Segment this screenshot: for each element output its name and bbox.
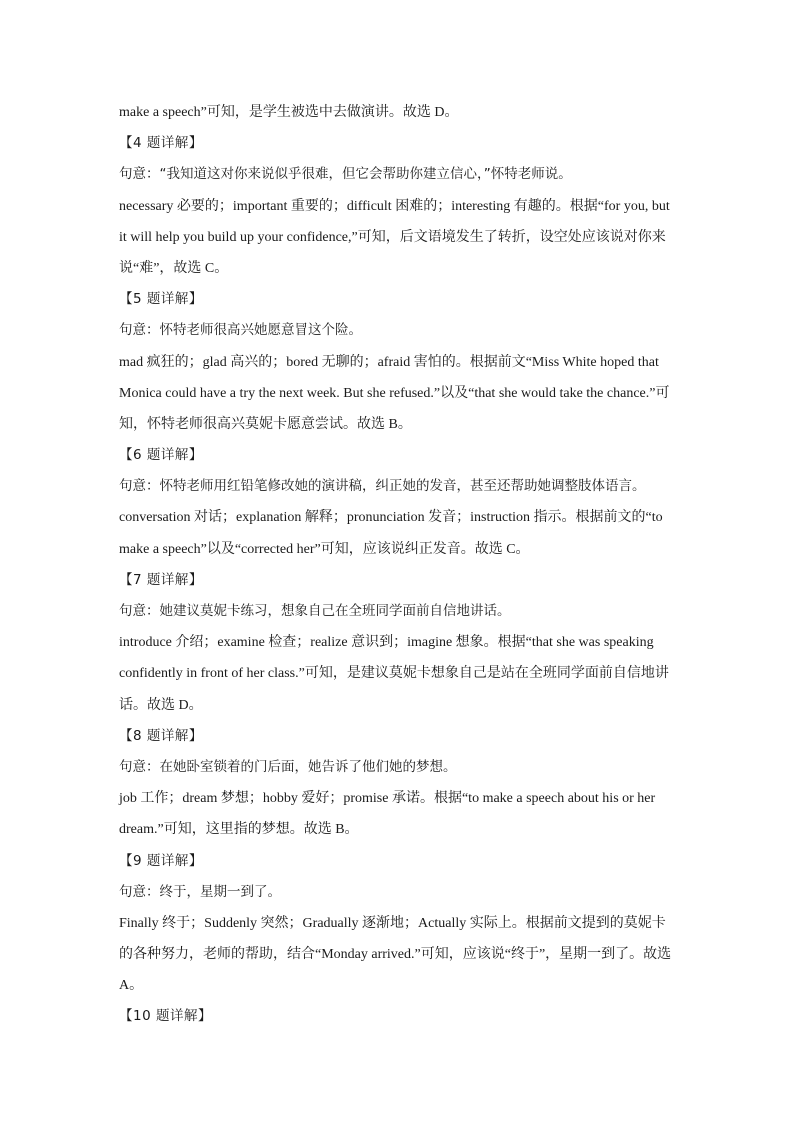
text-line: 知，怀特老师很高兴莫妮卡愿意尝试。故选 B。 — [119, 416, 412, 432]
section-heading-q9: 【9 题详解】 — [119, 852, 203, 869]
section-heading-q7: 【7 题详解】 — [119, 571, 203, 588]
text-line: make a speech”可知，是学生被选中去做演讲。故选 D。 — [119, 105, 459, 120]
text-line: confidently in front of her class.”可知，是建议莫妮卡想象自己是站在全班同学面前自信地讲 — [119, 666, 669, 682]
section-heading-q10: 【10 题详解】 — [119, 1008, 212, 1025]
text-line: it will help you build up your confidence,”可知，后文语境发生了转折，设空处应该说对你来 — [119, 229, 666, 245]
text-line: 的各种努力，老师的帮助，结合“Monday arrived.”可知，应该说“终于”，星期一到了。故选 — [119, 947, 672, 963]
section-heading-q5: 【5 题详解】 — [119, 291, 203, 308]
document-body — [119, 97, 679, 1033]
sentence-meaning: 句意：“我知道这对你来说似乎很难，但它会帮助你建立信心，”怀特老师说。 — [119, 166, 572, 183]
text-line: job 工作；dream 梦想；hobby 爱好；promise 承诺。根据“to make a speech about his or her — [119, 791, 656, 807]
text-line: conversation 对话；explanation 解释；pronunciation 发音；instruction 指示。根据前文的“to — [119, 510, 663, 526]
sentence-meaning: 句意：她建议莫妮卡练习，想象自己在全班同学面前自信地讲话。 — [119, 603, 511, 619]
text-line: Monica could have a try the next week. But she refused.”以及“that she would take the chance.”可 — [119, 385, 670, 401]
text-line: A。 — [119, 978, 144, 994]
text-line: introduce 介绍；examine 检查；realize 意识到；imagine 想象。根据“that she was speaking — [119, 635, 654, 651]
section-heading-q6: 【6 题详解】 — [119, 447, 203, 464]
text-line: 说“难”，故选 C。 — [119, 260, 229, 276]
section-heading-q8: 【8 题详解】 — [119, 727, 203, 744]
sentence-meaning: 句意：终于，星期一到了。 — [119, 883, 281, 900]
text-line: make a speech”以及“corrected her”可知，应该说纠正发音。故选 C。 — [119, 541, 530, 557]
sentence-meaning: 句意：怀特老师很高兴她愿意冒这个险。 — [119, 322, 362, 339]
text-line: Finally 终于；Suddenly 突然；Gradually 逐渐地；Actually 实际上。根据前文提到的莫妮卡 — [119, 915, 666, 931]
text-line: mad 疯狂的；glad 高兴的；bored 无聊的；afraid 害怕的。根据前文“Miss White hoped that — [119, 354, 659, 370]
section-heading-q4: 【4 题详解】 — [119, 135, 203, 152]
text-line: 话。故选 D。 — [119, 697, 203, 713]
text-line: dream.”可知，这里指的梦想。故选 B。 — [119, 822, 359, 838]
text-line: necessary 必要的；important 重要的；difficult 困难的；interesting 有趣的。根据“for you, but — [119, 198, 670, 214]
sentence-meaning: 句意：怀特老师用红铅笔修改她的演讲稿，纠正她的发音，甚至还帮助她调整肢体语言。 — [119, 478, 646, 495]
sentence-meaning: 句意：在她卧室锁着的门后面，她告诉了他们她的梦想。 — [119, 758, 457, 775]
